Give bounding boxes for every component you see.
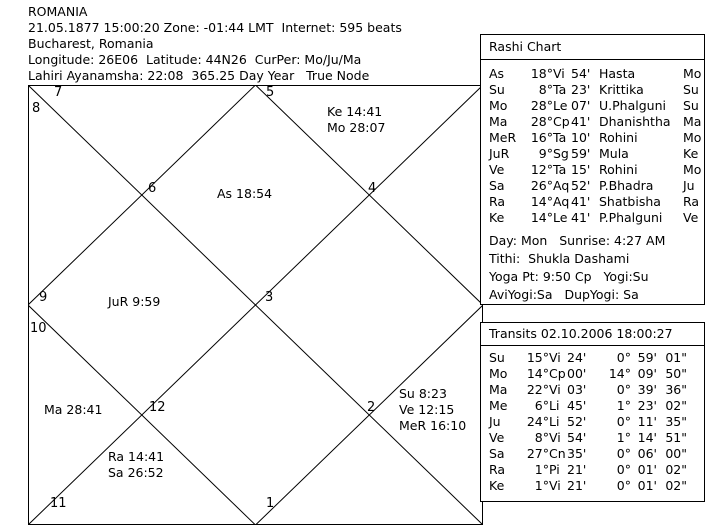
house-number-3: 3 — [265, 290, 274, 305]
house-number-5: 5 — [266, 85, 275, 100]
transits-cell: Ve — [489, 430, 505, 445]
transits-cell: 0° — [616, 462, 631, 477]
transits-cell: Vi — [549, 382, 561, 397]
yoga-point: Yoga Pt: 9:50 Cp Yogi:Su — [489, 269, 649, 284]
transits-cell: 09' — [637, 366, 657, 381]
transits-cell: 01' — [637, 478, 657, 493]
rashi-cell: 15' — [571, 162, 591, 177]
rashi-cell: Mo — [683, 66, 702, 81]
house2-planet: Ve 12:15 — [399, 402, 455, 417]
rashi-cell: Ma — [489, 114, 508, 129]
transits-row — [489, 446, 687, 462]
rashi-cell: MeR — [489, 130, 517, 145]
rashi-cell: 28° — [530, 98, 553, 113]
rashi-row — [489, 178, 703, 194]
transits-cell: 1° — [616, 398, 631, 413]
transits-row — [489, 398, 687, 414]
rashi-cell: 52' — [571, 178, 591, 193]
rashi-cell: Ke — [489, 210, 505, 225]
transits-cell: 00" — [665, 446, 687, 461]
rashi-cell: 54' — [571, 66, 591, 81]
coordinates-line: Longitude: 26E06 Latitude: 44N26 CurPer: Mo/Ju/Ma — [28, 52, 362, 67]
rashi-row — [489, 162, 703, 178]
rashi-cell: Shatbisha — [599, 194, 661, 209]
transits-cell: Mo — [489, 366, 508, 381]
rashi-cell: Sg — [553, 146, 569, 161]
house12-planet: Sa 26:52 — [108, 465, 164, 480]
rashi-cell: JuR — [489, 146, 510, 161]
transits-cell: 14° — [526, 366, 549, 381]
transits-cell: 21' — [567, 478, 587, 493]
transits-cell: 24° — [526, 414, 549, 429]
chart-title: ROMANIA — [28, 4, 88, 19]
rashi-cell: Rohini — [599, 130, 638, 145]
transits-cell: Sa — [489, 446, 505, 461]
transits-cell: Vi — [549, 478, 561, 493]
transits-cell: 1° — [534, 462, 549, 477]
house-number-11: 11 — [50, 496, 67, 511]
house-number-2: 2 — [367, 400, 376, 415]
transits-cell: 21' — [567, 462, 587, 477]
house2-planet: Su 8:23 — [399, 386, 447, 401]
rashi-panel — [480, 59, 705, 305]
rashi-cell: P.Bhadra — [599, 178, 654, 193]
transits-table — [489, 350, 687, 494]
transits-cell: Cn — [549, 446, 566, 461]
rashi-cell: Krittika — [599, 82, 644, 97]
transits-cell: 52' — [567, 414, 587, 429]
rashi-title: Rashi Chart — [489, 39, 562, 54]
house2-planet: MeR 16:10 — [399, 418, 467, 433]
house9-planet: JuR 9:59 — [108, 294, 161, 309]
transits-row — [489, 382, 687, 398]
transits-cell: 35" — [665, 414, 687, 429]
transits-cell: Ju — [489, 414, 501, 429]
house-number-1: 1 — [266, 496, 275, 511]
rashi-table — [489, 66, 703, 226]
transits-cell: Ke — [489, 478, 505, 493]
transits-cell: 11' — [637, 414, 657, 429]
rashi-cell: 8° — [538, 82, 553, 97]
rashi-cell: Ve — [489, 162, 505, 177]
house6-planet: As 18:54 — [217, 186, 273, 201]
transits-cell: 00' — [567, 366, 587, 381]
transits-cell: Pi — [549, 462, 560, 477]
transits-row — [489, 350, 687, 366]
rashi-cell: Aq — [553, 194, 570, 209]
transits-cell: 14' — [637, 430, 657, 445]
rashi-row — [489, 130, 703, 146]
house-number-9: 9 — [39, 290, 48, 305]
rashi-cell: 16° — [530, 130, 553, 145]
rashi-cell: 9° — [538, 146, 553, 161]
rashi-cell: 07' — [571, 98, 591, 113]
rashi-cell: Ke — [683, 146, 699, 161]
transits-cell: 54' — [567, 430, 587, 445]
rashi-cell: 26° — [530, 178, 553, 193]
rashi-cell: 41' — [571, 194, 591, 209]
transits-cell: 8° — [534, 430, 549, 445]
transits-row — [489, 366, 687, 382]
transits-title-box — [480, 322, 705, 347]
transits-cell: 0° — [616, 382, 631, 397]
rashi-cell: Su — [683, 98, 699, 113]
transits-cell: 27° — [526, 446, 549, 461]
transits-cell: 01' — [637, 462, 657, 477]
north-indian-chart — [28, 85, 483, 525]
rashi-cell: 18° — [530, 66, 553, 81]
transits-cell: Ma — [489, 382, 508, 397]
transits-cell: 45' — [567, 398, 587, 413]
rashi-cell: Su — [489, 82, 505, 97]
rashi-cell: 41' — [571, 114, 591, 129]
house-number-8: 8 — [32, 101, 41, 116]
transits-cell: 23' — [637, 398, 657, 413]
transits-cell: 50" — [665, 366, 687, 381]
house-number-10: 10 — [30, 321, 47, 336]
transits-cell: 02" — [665, 462, 687, 477]
transits-cell: 0° — [616, 478, 631, 493]
house10-planet: Ma 28:41 — [44, 402, 103, 417]
rashi-cell: As — [489, 66, 505, 81]
transits-cell: Vi — [549, 350, 561, 365]
place-line: Bucharest, Romania — [28, 36, 154, 51]
house-number-6: 6 — [148, 181, 157, 196]
rashi-cell: Mula — [599, 146, 629, 161]
transits-cell: 35' — [567, 446, 587, 461]
house-number-4: 4 — [368, 181, 377, 196]
transits-cell: Me — [489, 398, 508, 413]
rashi-cell: Mo — [683, 162, 702, 177]
house5-planet: Mo 28:07 — [327, 120, 386, 135]
rashi-cell: Ju — [683, 178, 695, 193]
transits-cell: Vi — [549, 430, 561, 445]
avi-dup-yogi: AviYogi:Sa DupYogi: Sa — [489, 287, 639, 302]
rashi-cell: P.Phalguni — [599, 210, 663, 225]
transits-cell: Li — [549, 398, 560, 413]
rashi-cell: Aq — [553, 178, 570, 193]
transits-cell: 03' — [567, 382, 587, 397]
tithi: Tithi: Shukla Dashami — [489, 251, 630, 266]
transits-row — [489, 478, 687, 494]
rashi-cell: Vi — [553, 66, 565, 81]
house-number-12: 12 — [149, 400, 166, 415]
transits-cell: 02" — [665, 478, 687, 493]
birth-datetime-line: 21.05.1877 15:00:20 Zone: -01:44 LMT Internet: 595 beats — [28, 20, 402, 35]
day-sunrise: Day: Mon Sunrise: 4:27 AM — [489, 233, 666, 248]
transits-row — [489, 414, 687, 430]
transits-cell: 59' — [637, 350, 657, 365]
rashi-cell: Su — [683, 82, 699, 97]
rashi-row — [489, 82, 703, 98]
rashi-row — [489, 98, 703, 114]
transits-cell: 36" — [665, 382, 687, 397]
transits-cell: 1° — [534, 478, 549, 493]
transits-row — [489, 462, 687, 478]
rashi-cell: Ta — [553, 82, 567, 97]
rashi-row — [489, 114, 703, 130]
ayanamsha-line: Lahiri Ayanamsha: 22:08 365.25 Day Year True Node — [28, 68, 370, 83]
transits-cell: 24' — [567, 350, 587, 365]
rashi-cell: Ve — [683, 210, 699, 225]
rashi-cell: 28° — [530, 114, 553, 129]
transits-cell: 6° — [534, 398, 549, 413]
rashi-cell: Mo — [683, 130, 702, 145]
rashi-row — [489, 210, 703, 226]
transits-cell: Ra — [489, 462, 506, 477]
rashi-cell: U.Phalguni — [599, 98, 666, 113]
rashi-cell: Le — [553, 98, 568, 113]
rashi-cell: Ta — [553, 130, 567, 145]
transits-title: Transits 02.10.2006 18:00:27 — [489, 326, 673, 341]
transits-panel — [480, 345, 705, 502]
rashi-cell: Cp — [553, 114, 570, 129]
house5-planet: Ke 14:41 — [327, 104, 383, 119]
rashi-cell: 23' — [571, 82, 591, 97]
rashi-cell: Dhanishtha — [599, 114, 671, 129]
rashi-cell: Hasta — [599, 66, 636, 81]
rashi-cell: Ra — [489, 194, 506, 209]
rashi-cell: Ra — [683, 194, 700, 209]
transits-cell: 22° — [526, 382, 549, 397]
house-number-7: 7 — [54, 85, 63, 100]
transits-cell: 0° — [616, 350, 631, 365]
rashi-cell: Rohini — [599, 162, 638, 177]
rashi-cell: 14° — [530, 194, 553, 209]
transits-cell: Su — [489, 350, 505, 365]
rashi-cell: Sa — [489, 178, 505, 193]
chart-lines — [28, 85, 483, 525]
rashi-cell: Mo — [489, 98, 508, 113]
transits-cell: 01" — [665, 350, 687, 365]
rashi-title-box — [480, 34, 705, 61]
transits-cell: 1° — [616, 430, 631, 445]
rashi-row — [489, 66, 703, 82]
rashi-cell: 14° — [530, 210, 553, 225]
transits-cell: 0° — [616, 414, 631, 429]
rashi-cell: Ta — [553, 162, 567, 177]
transits-row — [489, 430, 687, 446]
transits-cell: 02" — [665, 398, 687, 413]
house12-planet: Ra 14:41 — [108, 449, 165, 464]
rashi-cell: 59' — [571, 146, 591, 161]
transits-cell: 39' — [637, 382, 657, 397]
rashi-row — [489, 194, 703, 210]
transits-cell: Cp — [549, 366, 566, 381]
transits-cell: 51" — [665, 430, 687, 445]
rashi-cell: Le — [553, 210, 568, 225]
transits-cell: 15° — [526, 350, 549, 365]
rashi-cell: 10' — [571, 130, 591, 145]
rashi-cell: Ma — [683, 114, 702, 129]
transits-cell: 14° — [608, 366, 631, 381]
rashi-row — [489, 146, 703, 162]
transits-cell: 0° — [616, 446, 631, 461]
rashi-cell: 41' — [571, 210, 591, 225]
transits-cell: Li — [549, 414, 560, 429]
rashi-cell: 12° — [530, 162, 553, 177]
transits-cell: 06' — [637, 446, 657, 461]
